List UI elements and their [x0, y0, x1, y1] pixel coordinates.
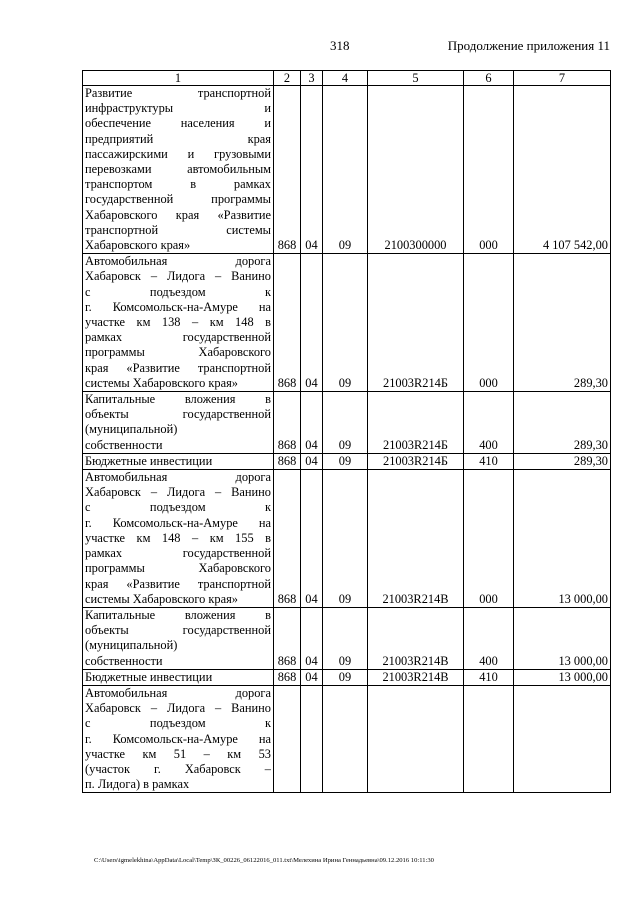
- subsection-code-cell: [323, 685, 368, 792]
- expense-type-cell: [464, 685, 514, 792]
- ministry-code-cell: 868: [274, 254, 301, 392]
- row-name-line: предприятий края: [85, 131, 271, 146]
- row-name-line: г. Комсомольск-на-Амуре на: [85, 299, 271, 314]
- amount-cell: 13 000,00: [514, 470, 611, 608]
- row-name-line: участке км 148 – км 155 в: [85, 530, 271, 545]
- column-header: 5: [368, 71, 464, 86]
- row-name-cell: [83, 470, 274, 608]
- row-name-line: Хабаровск – Лидога – Ванино: [85, 485, 271, 500]
- target-article-cell: 21003R214Б: [368, 453, 464, 469]
- amount-cell: 4 107 542,00: [514, 86, 611, 254]
- row-name-line: с подъездом к: [85, 716, 271, 731]
- ministry-code-cell: 868: [274, 453, 301, 469]
- row-name-line: транспортом в рамках: [85, 177, 271, 192]
- subsection-code-cell: 09: [323, 669, 368, 685]
- row-name-cell: [83, 669, 274, 685]
- row-name-cell: [83, 254, 274, 392]
- expense-type-cell: 400: [464, 607, 514, 669]
- row-name-line: пассажирскими и грузовыми: [85, 146, 271, 161]
- subsection-code-cell: 09: [323, 607, 368, 669]
- row-name-line: объекты государственной: [85, 623, 271, 638]
- section-code-cell: 04: [301, 470, 323, 608]
- amount-cell: 289,30: [514, 392, 611, 454]
- row-name-cell: [83, 685, 274, 792]
- row-name-cell: [83, 86, 274, 254]
- section-code-cell: [301, 685, 323, 792]
- row-name-line: г. Комсомольск-на-Амуре на: [85, 731, 271, 746]
- page-caption: Продолжение приложения 11: [447, 38, 610, 53]
- row-name-line: с подъездом к: [85, 284, 271, 299]
- row-name-line: перевозками автомобильным: [85, 162, 271, 177]
- ministry-code-cell: 868: [274, 607, 301, 669]
- subsection-code-cell: 09: [323, 453, 368, 469]
- column-header: 3: [301, 71, 323, 86]
- subsection-code-cell: 09: [323, 470, 368, 608]
- column-header: 6: [464, 71, 514, 86]
- row-name-line: Автомобильная дорога: [85, 470, 271, 485]
- row-name-cell: [83, 392, 274, 454]
- row-name-line: Хабаровского края «Развитие: [85, 207, 271, 222]
- row-name-line: системы Хабаровского края»: [85, 591, 238, 606]
- budget-table: [82, 70, 611, 793]
- section-code-cell: 04: [301, 392, 323, 454]
- table-row: [83, 685, 611, 792]
- row-name-line: Капитальные вложения в: [85, 607, 271, 622]
- target-article-cell: 21003R214В: [368, 669, 464, 685]
- section-code-cell: 04: [301, 607, 323, 669]
- ministry-code-cell: 868: [274, 86, 301, 254]
- target-article-cell: 21003R214В: [368, 607, 464, 669]
- row-name-line: Хабаровск – Лидога – Ванино: [85, 701, 271, 716]
- target-article-cell: 2100300000: [368, 86, 464, 254]
- subsection-code-cell: 09: [323, 254, 368, 392]
- row-name-line: программы Хабаровского: [85, 561, 271, 576]
- amount-cell: 13 000,00: [514, 607, 611, 669]
- row-name-line: участке км 51 – км 53: [85, 746, 271, 761]
- expense-type-cell: 410: [464, 453, 514, 469]
- row-name-cell: [83, 607, 274, 669]
- row-name-line: (муниципальной): [85, 638, 178, 653]
- row-name-line: рамках государственной: [85, 330, 271, 345]
- row-name-line: Автомобильная дорога: [85, 254, 271, 269]
- amount-cell: 289,30: [514, 254, 611, 392]
- row-name-line: участке км 138 – км 148 в: [85, 315, 271, 330]
- section-code-cell: 04: [301, 453, 323, 469]
- row-name-line: Бюджетные инвестиции: [85, 669, 213, 684]
- table-row: [83, 392, 611, 454]
- row-name-line: программы Хабаровского: [85, 345, 271, 360]
- expense-type-cell: 000: [464, 254, 514, 392]
- section-code-cell: 04: [301, 669, 323, 685]
- row-name-line: Хабаровского края»: [85, 238, 191, 253]
- row-name-line: рамках государственной: [85, 546, 271, 561]
- row-name-line: объекты государственной: [85, 407, 271, 422]
- target-article-cell: 21003R214Б: [368, 392, 464, 454]
- amount-cell: 289,30: [514, 453, 611, 469]
- row-name-line: Автомобильная дорога: [85, 685, 271, 700]
- row-name-line: (участок г. Хабаровск –: [85, 761, 271, 776]
- target-article-cell: 21003R214Б: [368, 254, 464, 392]
- table-row: [83, 669, 611, 685]
- row-name-line: с подъездом к: [85, 500, 271, 515]
- table-row: [83, 453, 611, 469]
- row-name-line: собственности: [85, 653, 163, 668]
- row-name-line: края «Развитие транспортной: [85, 360, 271, 375]
- subsection-code-cell: 09: [323, 86, 368, 254]
- section-code-cell: 04: [301, 254, 323, 392]
- amount-cell: [514, 685, 611, 792]
- row-name-line: Развитие транспортной: [85, 86, 271, 100]
- expense-type-cell: 000: [464, 470, 514, 608]
- row-name-line: государственной программы: [85, 192, 271, 207]
- column-header: 2: [274, 71, 301, 86]
- ministry-code-cell: 868: [274, 669, 301, 685]
- row-name-line: г. Комсомольск-на-Амуре на: [85, 515, 271, 530]
- amount-cell: 13 000,00: [514, 669, 611, 685]
- expense-type-cell: 410: [464, 669, 514, 685]
- ministry-code-cell: [274, 685, 301, 792]
- row-name-line: Бюджетные инвестиции: [85, 453, 213, 468]
- row-name-cell: [83, 453, 274, 469]
- row-name-line: края «Развитие транспортной: [85, 576, 271, 591]
- row-name-line: транспортной системы: [85, 222, 271, 237]
- column-header: 4: [323, 71, 368, 86]
- page-number: 318: [330, 38, 350, 53]
- column-header: 7: [514, 71, 611, 86]
- table-row: [83, 254, 611, 392]
- section-code-cell: 04: [301, 86, 323, 254]
- expense-type-cell: 000: [464, 86, 514, 254]
- subsection-code-cell: 09: [323, 392, 368, 454]
- footer-file-path: C:\Users\igmelekhina\AppData\Local\Temp\ЗК_00226_06122016_011.txt\Мелехина Ирина Геннадьевна\09.12.2016 10:11:30: [94, 857, 434, 864]
- table-row: [83, 86, 611, 254]
- row-name-line: собственности: [85, 437, 163, 452]
- row-name-line: п. Лидога) в рамках: [85, 777, 190, 792]
- table-row: [83, 470, 611, 608]
- ministry-code-cell: 868: [274, 392, 301, 454]
- row-name-line: инфраструктуры и: [85, 101, 271, 116]
- row-name-line: обеспечение населения и: [85, 116, 271, 131]
- column-header: 1: [83, 71, 274, 86]
- expense-type-cell: 400: [464, 392, 514, 454]
- ministry-code-cell: 868: [274, 470, 301, 608]
- row-name-line: Хабаровск – Лидога – Ванино: [85, 269, 271, 284]
- target-article-cell: 21003R214В: [368, 470, 464, 608]
- table-row: [83, 607, 611, 669]
- row-name-line: (муниципальной): [85, 422, 178, 437]
- row-name-line: системы Хабаровского края»: [85, 375, 238, 390]
- table-header-row: [83, 71, 611, 86]
- target-article-cell: [368, 685, 464, 792]
- row-name-line: Капитальные вложения в: [85, 392, 271, 407]
